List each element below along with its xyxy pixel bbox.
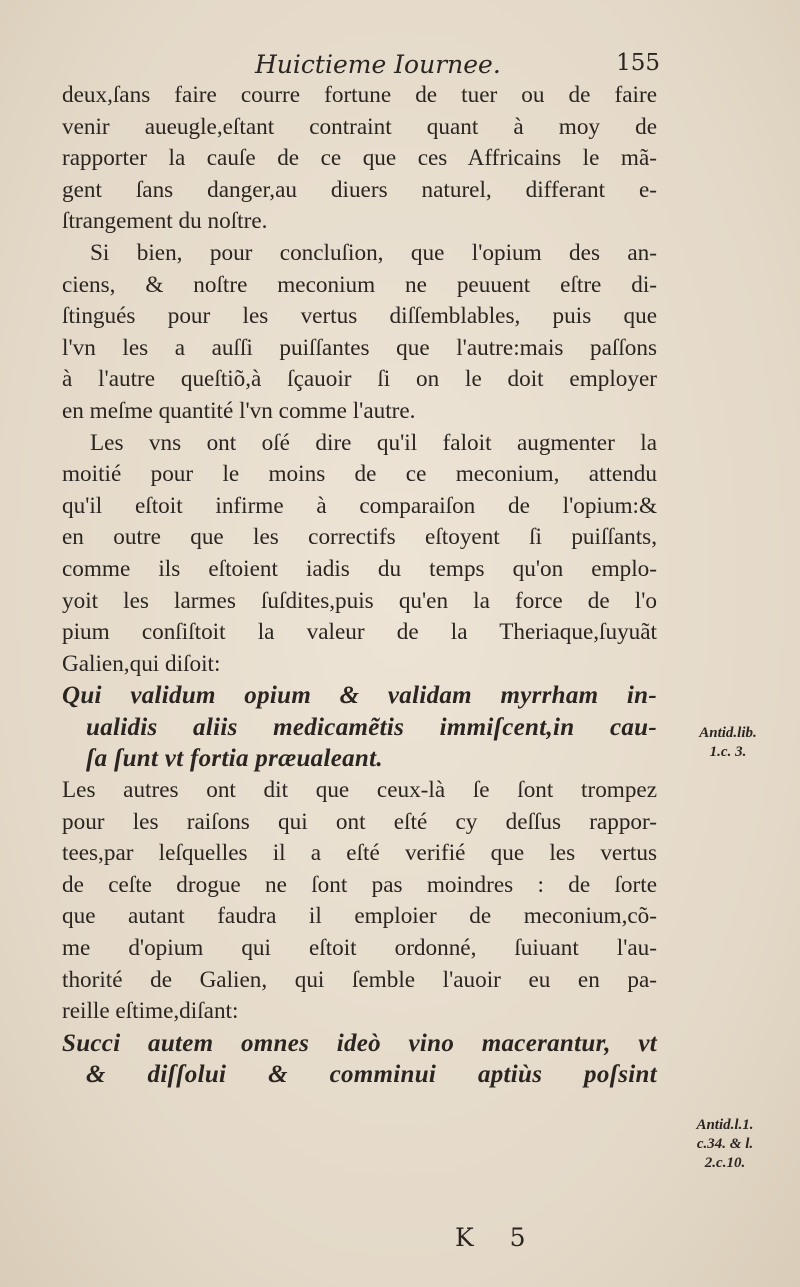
quote-line: Succi autem omnes ideò vino macerantur, vt <box>62 1029 657 1057</box>
text-line: qu'il eſtoit infirme à comparaiſon de l'opium:& <box>62 492 657 519</box>
page-number: 155 <box>616 50 660 76</box>
text-line: en outre que les correctifs eſtoyent ſi puiſſants, <box>62 524 657 551</box>
quote-line: ſa ſunt vt fortia præualeant. <box>86 745 383 773</box>
text-line: tees,par leſquelles il a eſté verifié que les vertus <box>62 840 657 867</box>
latin-quote-1 <box>62 680 657 775</box>
text-line: en meſme quantité l'vn comme l'autre. <box>62 397 416 424</box>
text-line: rapporter la cauſe de ce que ces Affricains le mã- <box>62 145 657 172</box>
text-line: l'vn les a auſſi puiſſantes que l'autre:mais paſſons <box>62 334 657 361</box>
margin-note-line: Antid.l.1. <box>696 1117 754 1133</box>
quote-line: ualidis aliis medicamẽtis immiſcent,in cau- <box>86 713 657 741</box>
quote-line: Qui validum opium & validam myrrham in- <box>62 682 657 710</box>
text-line: gent ſans danger,au diuers naturel, differant e- <box>62 176 657 203</box>
text-line: me d'opium qui eſtoit ordonné, ſuiuant l'au- <box>62 935 657 962</box>
text-line: Si bien, pour concluſion, que l'opium des an- <box>90 239 657 266</box>
text-line: thorité de Galien, qui ſemble l'auoir eu en pa- <box>62 966 657 993</box>
latin-quote-2 <box>62 1028 657 1091</box>
text-line: venir aueugle,eſtant contraint quant à moy de <box>62 113 657 140</box>
text-line: ſtrangement du noſtre. <box>62 208 268 235</box>
margin-note-line: 2.c.10. <box>704 1155 746 1171</box>
text-line: Galien,qui diſoit: <box>62 650 221 677</box>
margin-note-line: Antid.lib. <box>699 725 757 741</box>
margin-note-line: 1.c. 3. <box>709 744 747 760</box>
text-line: deux,ſans faire courre fortune de tuer ou de faire <box>62 82 657 108</box>
running-title: Huictieme Iournee. <box>255 50 501 79</box>
text-line: ſtingués pour les vertus diſſemblables, puis que <box>62 303 657 330</box>
text-line: Les vns ont oſé dire qu'il faloit augmenter la <box>90 429 657 456</box>
text-line: pium conſiſtoit la valeur de la Theriaque,ſuyuãt <box>62 619 657 646</box>
text-line: yoit les larmes ſuſdites,puis qu'en la force de l'o <box>62 587 657 614</box>
text-line: moitié pour le moins de ce meconium, attendu <box>62 461 657 488</box>
margin-note-antidote-2 <box>675 1116 775 1173</box>
text-line: ciens, & noſtre meconium ne peuuent eſtre di- <box>62 271 657 298</box>
text-line: pour les raiſons qui ont eſté cy deſſus rappor- <box>62 808 657 835</box>
signature-mark: K 5 <box>455 1223 540 1252</box>
text-line: Les autres ont dit que ceux-là ſe ſont trompez <box>62 777 657 804</box>
quote-line: & diſſolui & comminui aptiùs poſsint <box>86 1061 657 1089</box>
text-line: reille eſtime,diſant: <box>62 998 239 1025</box>
text-line: comme ils eſtoient iadis du temps qu'on emplo- <box>62 555 657 582</box>
text-line: que autant faudra il emploier de meconium,cõ- <box>62 903 657 930</box>
body-text <box>62 80 657 1091</box>
text-line: à l'autre queſtiõ,à ſçauoir ſi on le doit employer <box>62 366 657 393</box>
margin-note-antidote-1 <box>688 724 768 762</box>
page-header <box>60 50 660 84</box>
margin-note-line: c.34. & l. <box>696 1136 754 1152</box>
text-line: de ceſte drogue ne ſont pas moindres : de ſorte <box>62 871 657 898</box>
